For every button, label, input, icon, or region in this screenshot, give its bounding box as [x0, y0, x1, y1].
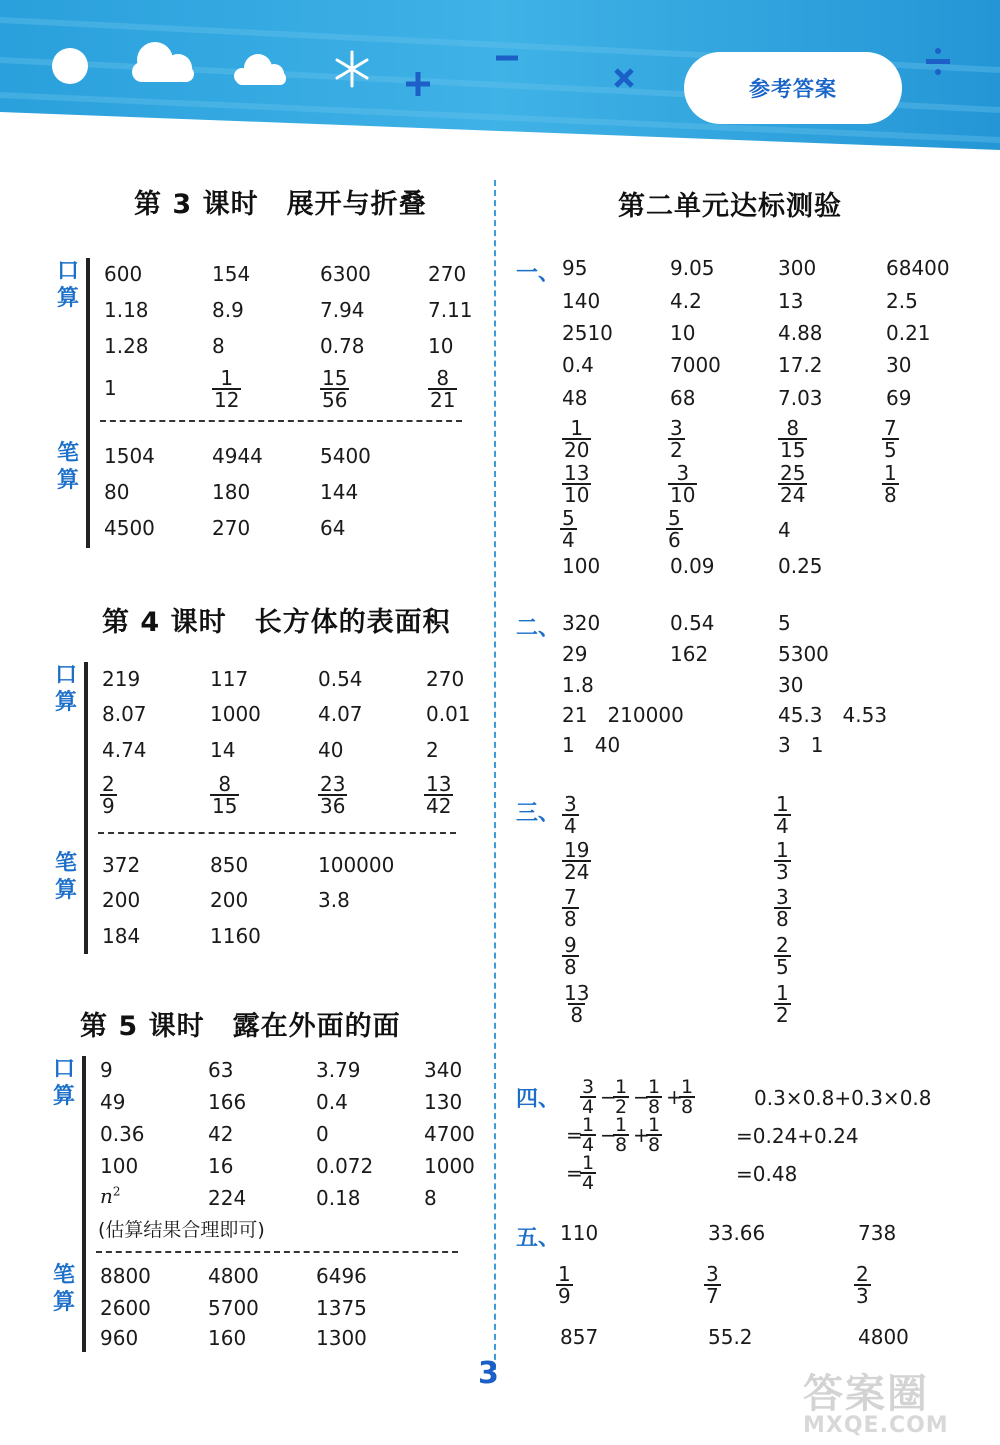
fraction	[668, 418, 685, 460]
fraction	[320, 368, 349, 410]
numerator: 2	[856, 1262, 869, 1286]
answer-cell: 5	[778, 611, 791, 635]
numerator: 3	[670, 416, 683, 440]
numerator: 23	[320, 772, 346, 796]
fraction	[212, 368, 241, 410]
fraction	[704, 1264, 721, 1306]
lesson-3-title: 第 3 课时 展开与折叠	[134, 189, 427, 220]
fraction	[424, 774, 453, 816]
answer-cell: 224	[208, 1186, 247, 1210]
answer-cell: 30	[886, 353, 912, 377]
section-divider	[98, 832, 456, 834]
fraction	[774, 887, 791, 929]
answer-cell: 16	[208, 1154, 234, 1178]
answer-cell: 100	[562, 554, 601, 578]
oral-label: 口算	[54, 663, 77, 715]
answer-cell: 1000	[424, 1154, 475, 1178]
answer-cell: 0.09	[670, 554, 715, 578]
answer-cell: 5300	[778, 642, 829, 666]
operator: −	[633, 1085, 650, 1109]
answer-cell: 738	[858, 1221, 897, 1245]
answer-cell: 180	[212, 480, 251, 504]
fraction	[580, 1116, 596, 1154]
answer-cell: 372	[102, 853, 141, 877]
denominator: 5	[776, 955, 789, 979]
denominator: 24	[564, 860, 590, 884]
denominator: 6	[668, 528, 681, 552]
lesson-4-title: 第 4 课时 长方体的表面积	[102, 607, 451, 638]
answer-cell: 0.4	[562, 353, 594, 377]
answer-cell: 10	[428, 334, 454, 358]
numerator: 1	[776, 792, 789, 816]
power-expression	[100, 1184, 121, 1208]
expression-line: 0.3×0.8+0.3×0.8	[754, 1086, 932, 1110]
numerator: 1	[648, 1114, 661, 1136]
numerator: 3	[582, 1076, 595, 1098]
answer-cell: 1.28	[104, 334, 149, 358]
numerator: 1	[582, 1152, 595, 1174]
answer-cell: 4.74	[102, 738, 147, 762]
written-label: 笔算	[52, 1263, 75, 1315]
section-divider	[100, 420, 462, 422]
answer-cell: 3.79	[316, 1058, 361, 1082]
fraction	[100, 774, 117, 816]
numerator: 19	[564, 838, 590, 862]
fraction	[318, 774, 347, 816]
denominator: 24	[780, 483, 806, 507]
answer-cell: 219	[102, 667, 141, 691]
oral-label: 口算	[56, 259, 79, 311]
answer-cell: 42	[208, 1122, 234, 1146]
numerator: 2	[776, 933, 789, 957]
watermark	[803, 1362, 949, 1438]
denominator: 8	[776, 907, 789, 931]
answer-key-badge	[684, 52, 902, 124]
answer-cell: 130	[424, 1090, 463, 1114]
numerator: 13	[564, 981, 590, 1005]
page-number: 3	[478, 1356, 499, 1391]
fraction	[613, 1078, 629, 1116]
numerator: 2	[102, 772, 115, 796]
answer-cell: 4.2	[670, 289, 702, 313]
fraction	[562, 794, 579, 836]
answer-cell: 8	[212, 334, 225, 358]
answer-cell: 4800	[208, 1264, 259, 1288]
answer-cell: 270	[428, 262, 467, 286]
answer-cell: 1160	[210, 924, 261, 948]
denominator: 4	[562, 528, 575, 552]
denominator: 42	[426, 794, 452, 818]
answer-cell: 13	[778, 289, 804, 313]
answer-cell: 7.03	[778, 386, 823, 410]
answer-cell: 3.8	[318, 888, 350, 912]
answer-cell: 9.05	[670, 256, 715, 280]
denominator: 12	[214, 388, 240, 412]
answer-cell: 4700	[424, 1122, 475, 1146]
equals-sign: =	[566, 1161, 583, 1185]
answer-cell: 7000	[670, 353, 721, 377]
answer-cell: 95	[562, 256, 588, 280]
expression-line: =0.48	[736, 1162, 798, 1186]
answer-cell: 144	[320, 480, 359, 504]
answer-cell: 140	[562, 289, 601, 313]
numerator: 1	[776, 981, 789, 1005]
fraction	[562, 463, 591, 505]
question-1-label: 一、	[516, 261, 561, 286]
lesson-5-title: 第 5 课时 露在外面的面	[80, 1011, 401, 1042]
answer-cell: 5700	[208, 1296, 259, 1320]
oral-label: 口算	[52, 1057, 75, 1109]
answer-cell: 4.88	[778, 321, 823, 345]
answer-cell: 48	[562, 386, 588, 410]
answer-cell: 1.8	[562, 673, 594, 697]
denominator: 56	[322, 388, 348, 412]
section-divider	[96, 1251, 458, 1253]
numerator: 1	[570, 416, 584, 440]
answer-key-label: 参考答案	[749, 77, 837, 101]
denominator: 8	[570, 1003, 584, 1027]
denominator: 8	[648, 1134, 661, 1156]
answer-cell: 100	[100, 1154, 139, 1178]
answer-cell: 40	[318, 738, 344, 762]
fraction	[580, 1154, 596, 1192]
power-exponent: 2	[112, 1184, 121, 1199]
answer-cell: 45.3 4.53	[778, 703, 888, 727]
fraction	[646, 1078, 662, 1116]
written-label: 笔算	[54, 851, 77, 903]
operator: −	[600, 1123, 617, 1147]
denominator: 4	[564, 814, 577, 838]
numerator: 13	[426, 772, 452, 796]
fraction	[210, 774, 239, 816]
written-label: 笔算	[56, 441, 79, 493]
answer-cell: 6300	[320, 262, 371, 286]
answer-cell: 7.11	[428, 298, 473, 322]
fraction	[668, 463, 697, 505]
denominator: 2	[615, 1096, 628, 1118]
answer-cell: 0.25	[778, 554, 823, 578]
answer-cell: 64	[320, 516, 346, 540]
numerator: 1	[615, 1076, 628, 1098]
denominator: 15	[780, 438, 806, 462]
answer-cell: 1375	[316, 1296, 367, 1320]
answer-cell: 300	[778, 256, 817, 280]
answer-cell: 154	[212, 262, 251, 286]
denominator: 3	[856, 1284, 869, 1308]
section-bar	[84, 662, 88, 954]
answer-cell: 8800	[100, 1264, 151, 1288]
answer-cell: 850	[210, 853, 249, 877]
answer-cell: 0.54	[318, 667, 363, 691]
answer-cell: 340	[424, 1058, 463, 1082]
numerator: 1	[220, 366, 234, 390]
operator: +	[666, 1085, 683, 1109]
numerator: 9	[564, 933, 577, 957]
fraction	[556, 1264, 573, 1306]
answer-cell: 2510	[562, 321, 613, 345]
denominator: 8	[615, 1134, 628, 1156]
denominator: 8	[648, 1096, 661, 1118]
fraction	[580, 1078, 596, 1116]
answer-cell: 8.9	[212, 298, 244, 322]
answer-cell: 1300	[316, 1326, 367, 1350]
denominator: 10	[564, 483, 590, 507]
estimation-note: (估算结果合理即可)	[98, 1219, 265, 1241]
header-banner	[0, 0, 1000, 150]
fraction	[562, 935, 579, 977]
answer-cell: 8	[424, 1186, 437, 1210]
answer-cell: 9	[100, 1058, 113, 1082]
fraction	[562, 887, 579, 929]
denominator: 9	[558, 1284, 571, 1308]
denominator: 9	[102, 794, 115, 818]
answer-cell: 270	[426, 667, 465, 691]
unit-2-title: 第二单元达标测验	[618, 191, 842, 222]
numerator: 1	[884, 461, 897, 485]
answer-cell: 166	[208, 1090, 247, 1114]
answer-cell: 3 1	[778, 733, 824, 757]
fraction	[774, 794, 791, 836]
answer-cell: 320	[562, 611, 601, 635]
answer-cell: 960	[100, 1326, 139, 1350]
numerator: 8	[786, 416, 800, 440]
question-5-label: 五、	[516, 1226, 561, 1251]
answer-cell: 5400	[320, 444, 371, 468]
denominator: 10	[670, 483, 696, 507]
section-bar	[86, 258, 90, 548]
answer-cell: 30	[778, 673, 804, 697]
numerator: 5	[562, 506, 575, 530]
section-bar	[82, 1056, 86, 1352]
answer-cell: 49	[100, 1090, 126, 1114]
answer-cell: 160	[208, 1326, 247, 1350]
denominator: 5	[884, 438, 897, 462]
denominator: 36	[320, 794, 346, 818]
answer-cell: 29	[562, 642, 588, 666]
denominator: 3	[776, 860, 789, 884]
answer-cell: 0.072	[316, 1154, 374, 1178]
answer-cell: 110	[560, 1221, 599, 1245]
denominator: 8	[564, 907, 577, 931]
numerator: 1	[681, 1076, 694, 1098]
numerator: 3	[564, 792, 577, 816]
numerator: 13	[564, 461, 590, 485]
numerator: 8	[436, 366, 450, 390]
fraction	[562, 418, 591, 460]
operator: −	[600, 1085, 617, 1109]
answer-cell: 2.5	[886, 289, 918, 313]
denominator: 8	[681, 1096, 694, 1118]
answer-cell: 6496	[316, 1264, 367, 1288]
answer-cell: 68400	[886, 256, 950, 280]
fraction	[774, 983, 791, 1025]
answer-cell: 4944	[212, 444, 263, 468]
denominator: 4	[582, 1172, 595, 1194]
numerator: 1	[615, 1114, 628, 1136]
answer-cell: 63	[208, 1058, 234, 1082]
question-3-label: 三、	[516, 801, 561, 826]
answer-cell: 0.21	[886, 321, 931, 345]
answer-cell: 17.2	[778, 353, 823, 377]
answer-cell: 69	[886, 386, 912, 410]
answer-cell: 80	[104, 480, 130, 504]
power-base: n	[100, 1184, 113, 1208]
answer-cell: 0.78	[320, 334, 365, 358]
answer-cell: 600	[104, 262, 143, 286]
answer-cell: 4.07	[318, 702, 363, 726]
denominator: 4	[582, 1096, 595, 1118]
sun-icon	[52, 48, 88, 84]
answer-cell: 1 40	[562, 733, 621, 757]
fraction	[882, 418, 899, 460]
question-2-label: 二、	[516, 616, 561, 641]
answer-cell: 162	[670, 642, 709, 666]
answer-cell: 0.01	[426, 702, 471, 726]
equals-sign: =	[566, 1123, 583, 1147]
answer-cell: 1	[104, 376, 117, 400]
answer-cell: 7.94	[320, 298, 365, 322]
answer-cell: 184	[102, 924, 141, 948]
answer-cell: 1000	[210, 702, 261, 726]
operator: +	[633, 1123, 650, 1147]
denominator: 21	[430, 388, 456, 412]
denominator: 2	[670, 438, 683, 462]
numerator: 1	[648, 1076, 661, 1098]
answer-cell: 200	[102, 888, 141, 912]
fraction	[854, 1264, 871, 1306]
answer-cell: 10	[670, 321, 696, 345]
answer-cell: 33.66	[708, 1221, 766, 1245]
answer-cell: 2	[426, 738, 439, 762]
answer-cell: 117	[210, 667, 249, 691]
fraction	[774, 935, 791, 977]
question-4-label: 四、	[516, 1087, 561, 1112]
answer-cell: 4	[778, 518, 791, 542]
numerator: 3	[676, 461, 690, 485]
fraction	[646, 1116, 662, 1154]
fraction	[666, 508, 683, 550]
numerator: 7	[564, 885, 577, 909]
answer-cell: 270	[212, 516, 251, 540]
fraction	[562, 840, 591, 882]
fraction	[428, 368, 457, 410]
denominator: 8	[884, 483, 897, 507]
fraction	[613, 1116, 629, 1154]
column-divider	[494, 180, 496, 1380]
numerator: 1	[582, 1114, 595, 1136]
answer-cell: 0	[316, 1122, 329, 1146]
answer-cell: 0.54	[670, 611, 715, 635]
answer-cell: 100000	[318, 853, 395, 877]
denominator: 4	[776, 814, 789, 838]
fraction	[778, 418, 807, 460]
answer-cell: 0.4	[316, 1090, 348, 1114]
fraction	[778, 463, 807, 505]
answer-cell: 0.18	[316, 1186, 361, 1210]
answer-cell: 14	[210, 738, 236, 762]
fraction	[679, 1078, 695, 1116]
denominator: 15	[212, 794, 238, 818]
answer-cell: 21 210000	[562, 703, 684, 727]
answer-cell: 4800	[858, 1325, 909, 1349]
answer-cell: 68	[670, 386, 696, 410]
answer-cell: 4500	[104, 516, 155, 540]
answer-cell: 55.2	[708, 1325, 753, 1349]
numerator: 3	[706, 1262, 719, 1286]
answer-cell: 1504	[104, 444, 155, 468]
denominator: 4	[582, 1134, 595, 1156]
numerator: 15	[322, 366, 348, 390]
numerator: 8	[218, 772, 232, 796]
answer-cell: 0.36	[100, 1122, 145, 1146]
numerator: 25	[780, 461, 806, 485]
denominator: 20	[564, 438, 590, 462]
numerator: 3	[776, 885, 789, 909]
watermark-title: 答案圈	[803, 1371, 929, 1417]
answer-cell: 8.07	[102, 702, 147, 726]
answer-cell: 1.18	[104, 298, 149, 322]
numerator: 7	[884, 416, 897, 440]
numerator: 5	[668, 506, 681, 530]
watermark-url: MXQE.COM	[803, 1413, 949, 1438]
fraction	[562, 983, 591, 1025]
expression-line: =0.24+0.24	[736, 1124, 859, 1148]
answer-cell: 857	[560, 1325, 599, 1349]
fraction	[560, 508, 577, 550]
answer-cell: 200	[210, 888, 249, 912]
answer-cell: 2600	[100, 1296, 151, 1320]
fraction	[882, 463, 899, 505]
fraction	[774, 840, 791, 882]
numerator: 1	[558, 1262, 571, 1286]
denominator: 7	[706, 1284, 719, 1308]
numerator: 1	[776, 838, 789, 862]
denominator: 8	[564, 955, 577, 979]
denominator: 2	[776, 1003, 789, 1027]
